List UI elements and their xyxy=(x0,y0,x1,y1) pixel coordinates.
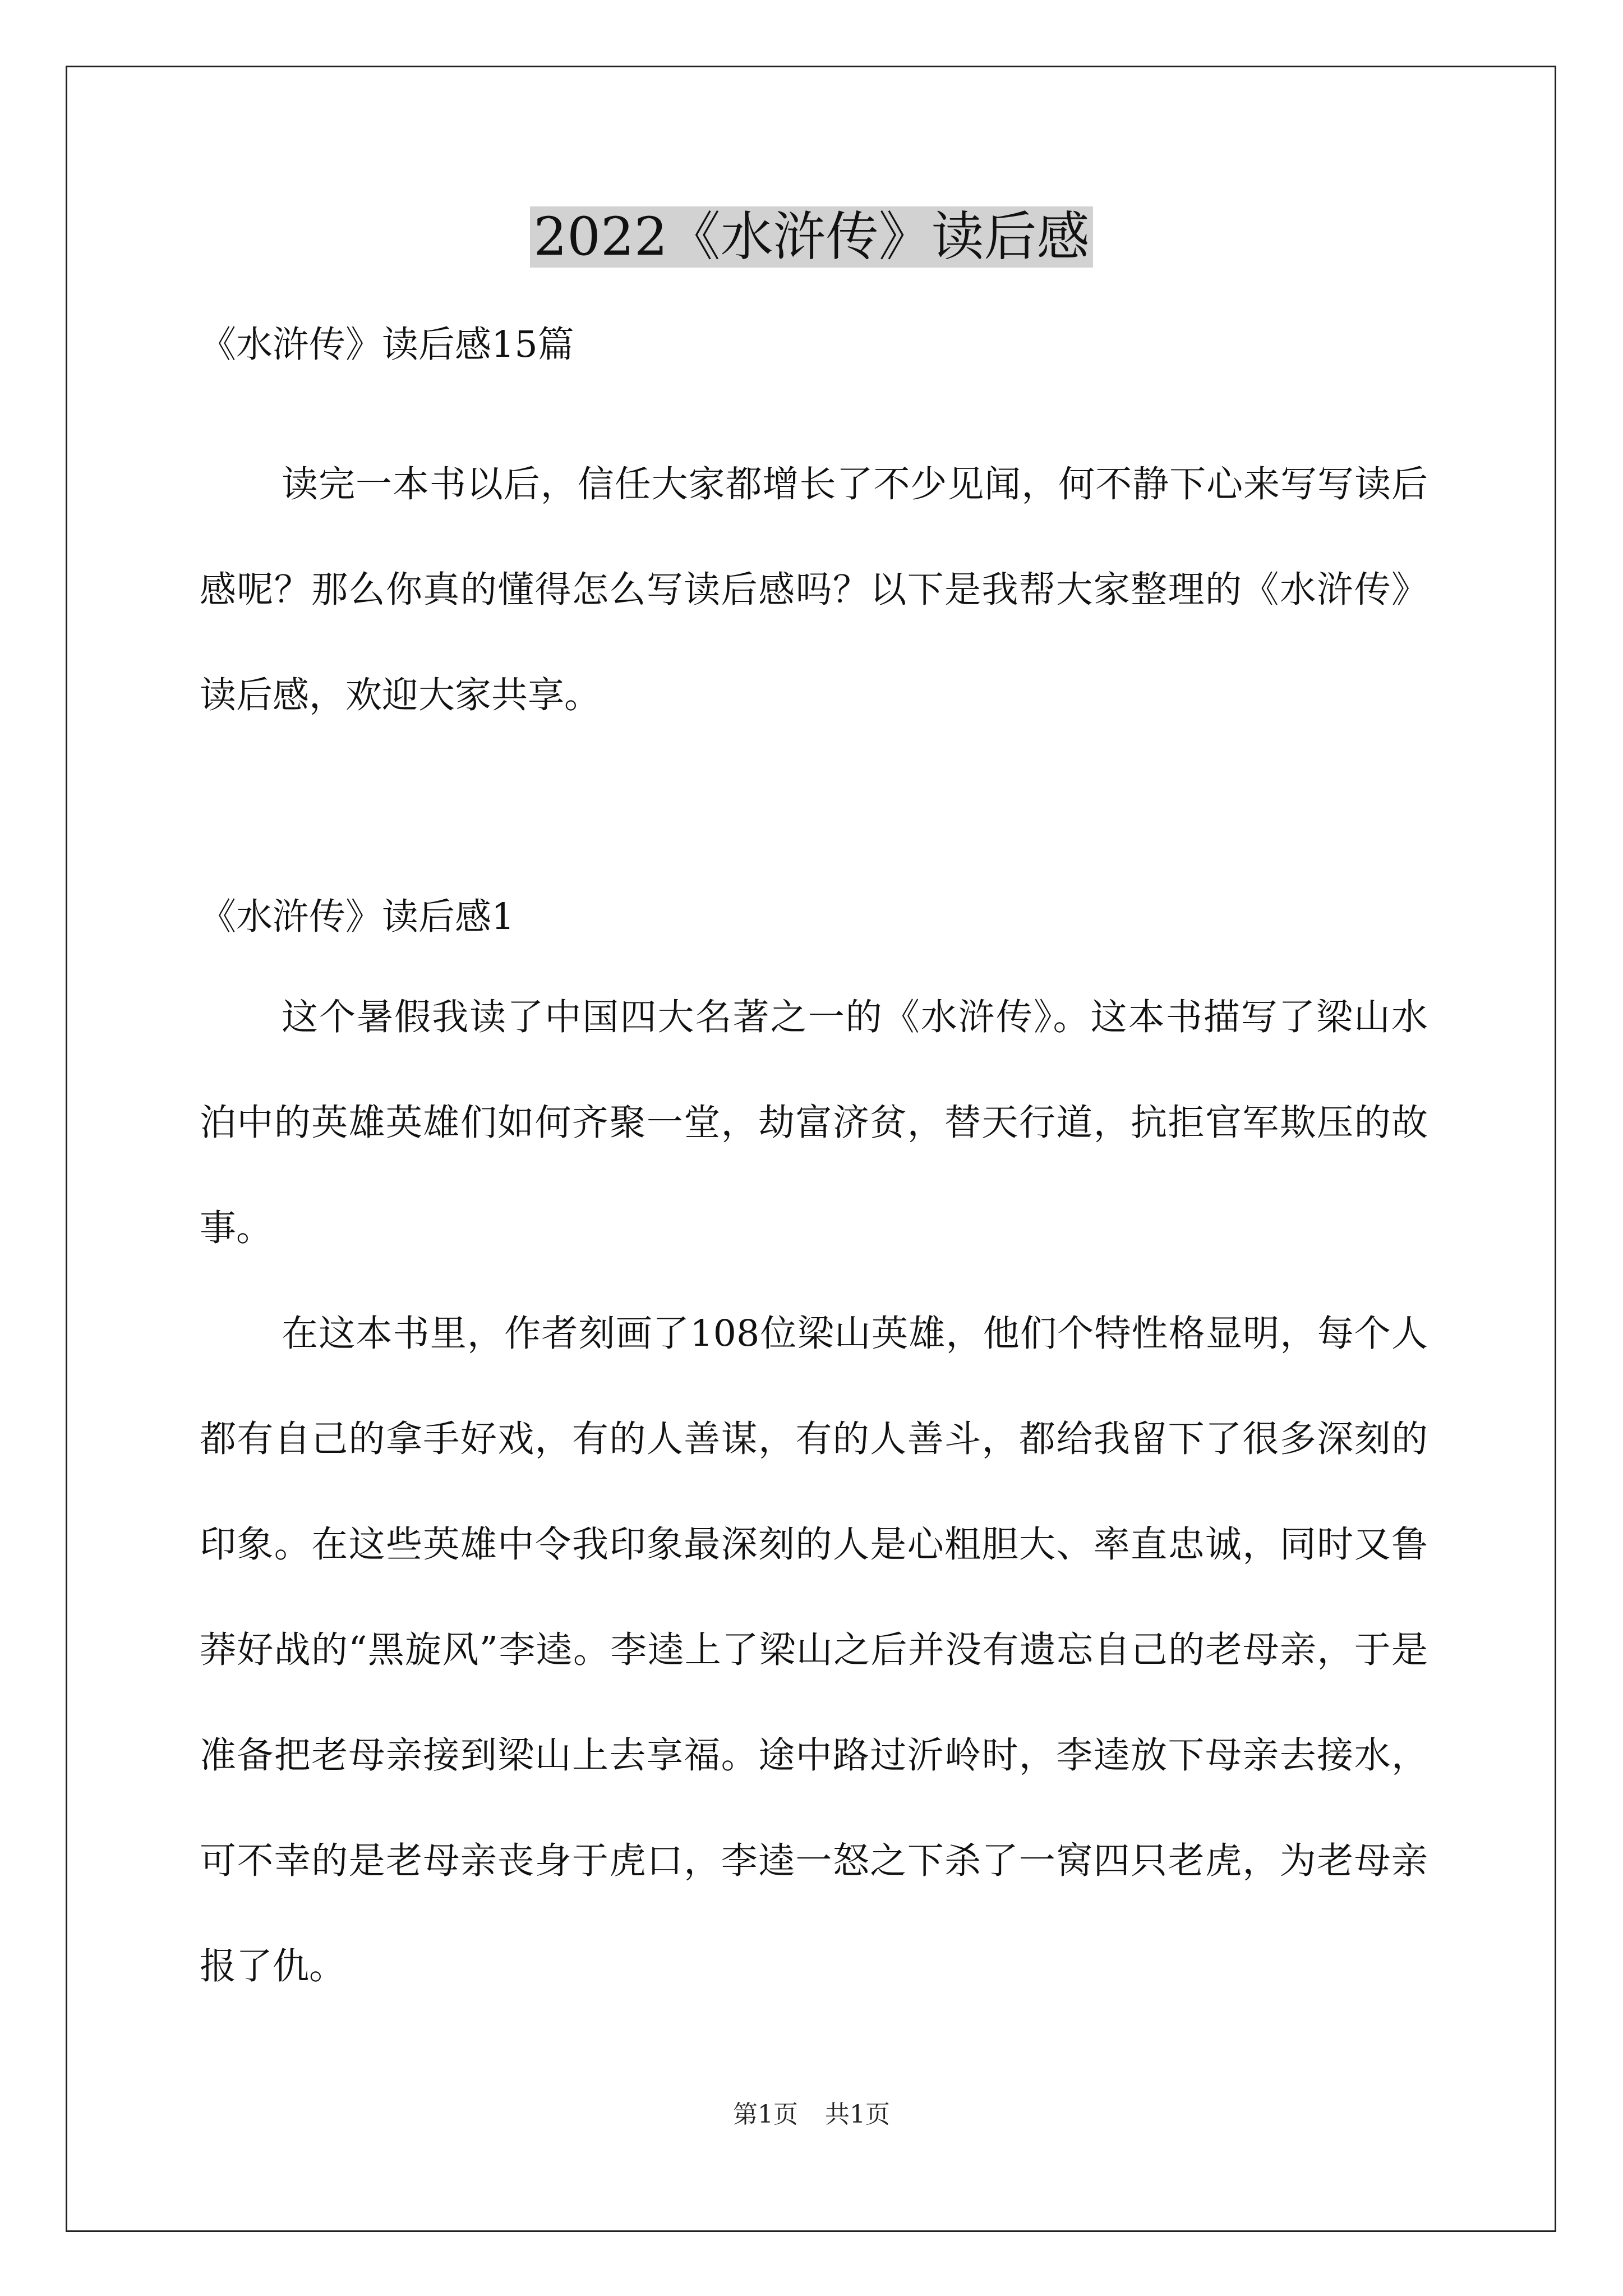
section1-paragraph: 在这本书里，作者刻画了108位梁山英雄，他们个特性格显明，每个人都有自己的拿手好戏，有的人善谋，有的人善斗，都给我留下了很多深刻的印象。在这些英雄中令我印象最深刻的人是心粗胆大、率直忠诚，同时又鲁莽好战的“黑旋风”李逵。李逵上了梁山之后并没有遗忘自己的老母亲，于是准备把老母亲接到梁山上去享福。途中路过沂岭时，李逵放下母亲去接水，可不幸的是老母亲丧身于虎口，李逵一怒之下杀了一窝四只老虎，为老母亲报了仇。 xyxy=(200,1313,1428,1987)
intro-section xyxy=(200,320,1428,370)
document-title-text: 2022《水浒传》读后感 xyxy=(530,206,1092,268)
intro-body xyxy=(200,432,1428,748)
section1-body xyxy=(200,965,1428,2019)
page-footer xyxy=(0,2098,1623,2132)
page-total: 共1页 xyxy=(825,2100,890,2129)
section1-paragraph: 这个暑假我读了中国四大名著之一的《水浒传》。这本书描写了梁山水泊中的英雄英雄们如何齐聚一堂，劫富济贫，替天行道，抗拒官军欺压的故事。 xyxy=(200,996,1428,1249)
intro-paragraph: 读完一本书以后，信任大家都增长了不少见闻，何不静下心来写写读后感呢？那么你真的懂得怎么写读后感吗？以下是我帮大家整理的《水浒传》读后感，欢迎大家共享。 xyxy=(200,463,1428,716)
intro-heading: 《水浒传》读后感15篇 xyxy=(200,324,574,366)
page-number: 第1页 xyxy=(733,2100,798,2129)
document-title xyxy=(0,201,1623,274)
section1-heading: 《水浒传》读后感1 xyxy=(200,896,515,938)
section1 xyxy=(200,892,1428,942)
